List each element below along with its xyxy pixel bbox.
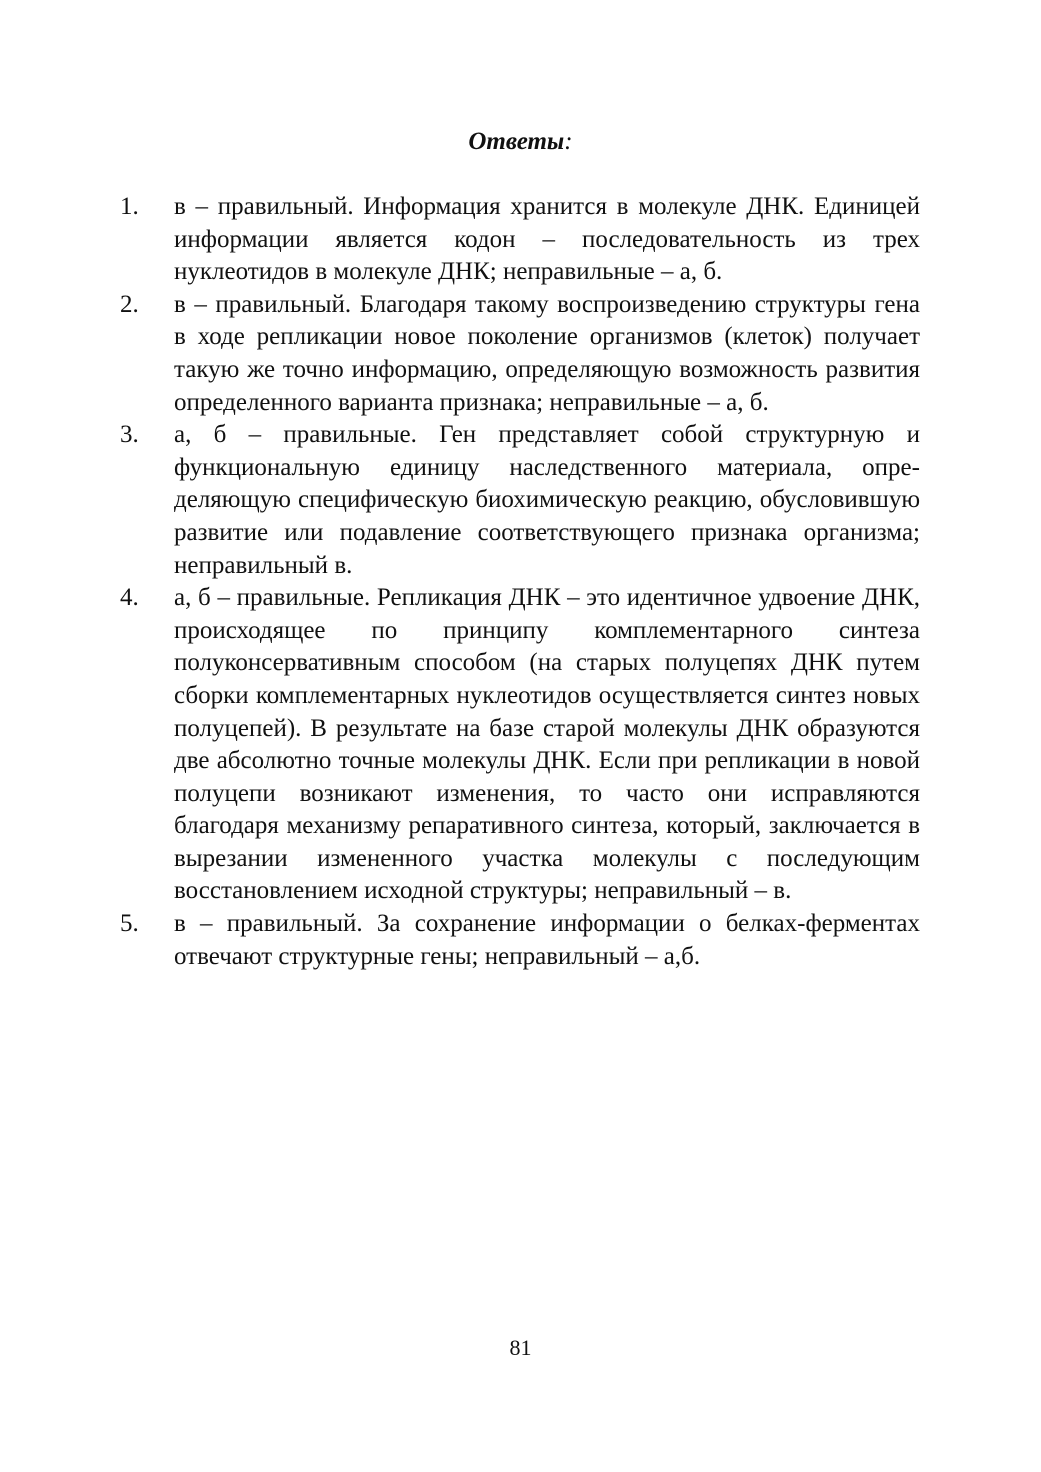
section-title-colon: :	[564, 128, 573, 155]
section-title	[0, 124, 1041, 160]
answers-list	[120, 191, 920, 973]
answer-number: 3.	[120, 421, 139, 449]
answer-item-3	[120, 419, 920, 582]
answer-item-4	[120, 582, 920, 908]
answer-number: 2.	[120, 290, 139, 318]
answer-number: 4.	[120, 584, 139, 612]
answer-text: в – правильный. За сохранение информации о белках-ферментах отвечают структурные гены; неправильный – а,б.	[174, 910, 920, 970]
answer-text: в – правильный. Благодаря такому воспроизведению структуры гена в ходе репликации новое поколение организмов (клеток) получает такую же точно информацию, определяющую возможность развития определенного варианта признака; неправильные – а, б.	[174, 290, 920, 416]
answer-number: 5.	[120, 910, 139, 938]
section-title-text: Ответы	[468, 128, 565, 155]
answer-text: а, б – правильные. Репликация ДНК – это идентичное удвоение ДНК, происходящее по принципу комплементарного синтеза полуконсервативным способом (на старых полуцепях ДНК путем сборки комплементарных нуклеотидов осуществляется синтез новых полуцепей). В результате на базе старой молекулы ДНК образуются две абсолютно точные молекулы ДНК. Если при репликации в новой полуцепи возникают изменения, то часто они исправляются благодаря механизму репаративного синтеза, который, заключается в вырезании измененного участка молекулы с последующим восстановлением исходной структуры; неправильный – в.	[174, 584, 920, 905]
answer-text: а, б – правильные. Ген представляет собой структурную и функциональную единицу наследственного материала, определяющую специфическую биохимическую реакцию, обусловившую развитие или подавление соответствующего признака организма; неправильный в.	[174, 421, 920, 579]
page-number: 81	[509, 1335, 532, 1360]
answer-number: 1.	[120, 193, 139, 220]
answer-item-2	[120, 289, 920, 419]
answer-text: в – правильный. Информация хранится в молекуле ДНК. Единицей информации является кодон – последовательность из трех нуклеотидов в молекуле ДНК; неправильные – а, б.	[174, 193, 920, 286]
answer-item-1	[120, 191, 920, 289]
answer-item-5	[120, 908, 920, 973]
